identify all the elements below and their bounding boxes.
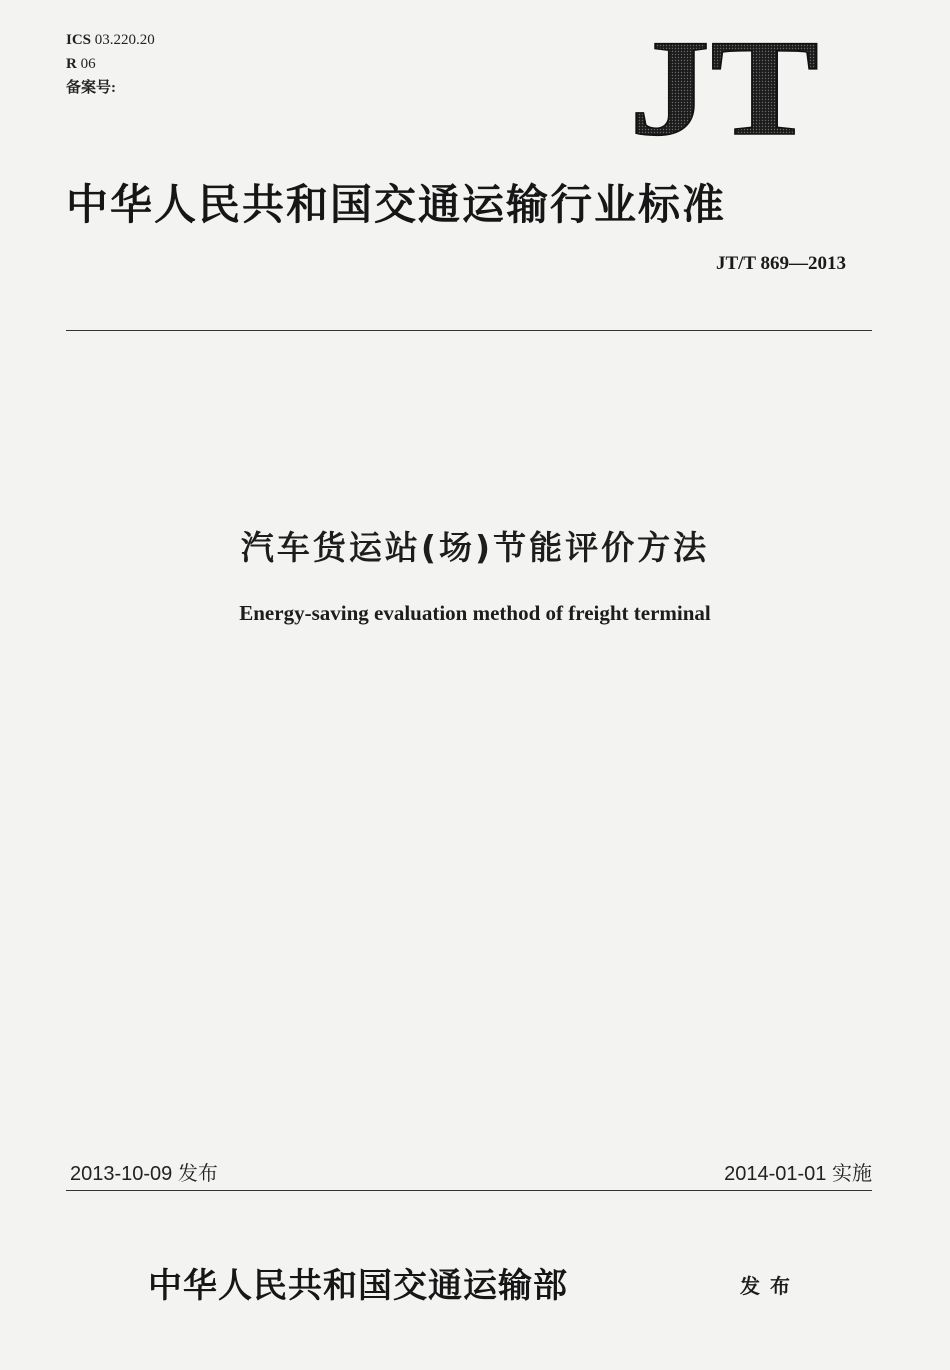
logo-lettering: JT (629, 38, 819, 140)
header-divider (66, 330, 872, 331)
issuing-authority: 中华人民共和国交通运输部 (148, 1266, 568, 1306)
class-line: R 06 (66, 56, 96, 72)
issue-date: 2013-10-09 发布 (70, 1163, 218, 1185)
industry-standard-title: 中华人民共和国交通运输行业标准 (66, 180, 727, 229)
standard-title-chinese: 汽车货运站(场)节能评价方法 (240, 528, 710, 567)
standard-title-english: Energy-saving evaluation method of freight terminal (239, 601, 711, 625)
ics-line: ICS 03.220.20 (66, 32, 155, 48)
footer-divider (66, 1190, 872, 1191)
jt-logo (626, 38, 822, 140)
implementation-date: 2014-01-01 实施 (724, 1163, 872, 1185)
issue-verb: 发布 (740, 1274, 800, 1298)
standard-number: JT/T 869—2013 (715, 253, 846, 274)
classification-block (66, 28, 155, 100)
record-number-label: 备案号: (66, 80, 116, 96)
